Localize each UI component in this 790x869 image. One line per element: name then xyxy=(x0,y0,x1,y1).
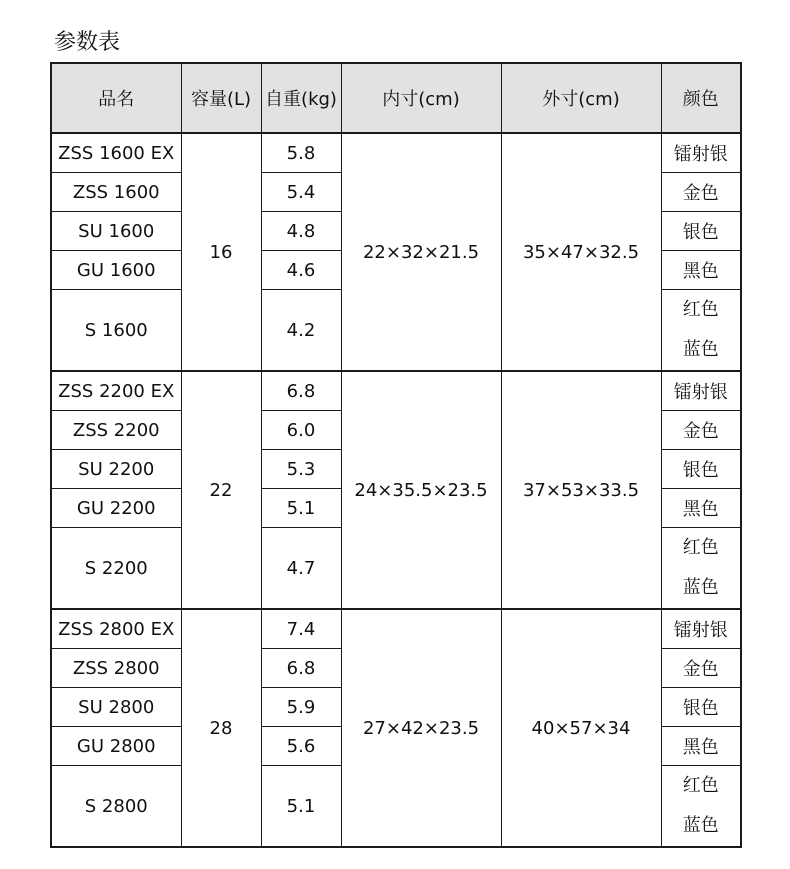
color-cell: 镭射银 xyxy=(661,371,741,411)
color-option: 红色 xyxy=(682,299,719,320)
weight-cell: 5.8 xyxy=(261,133,341,173)
header-model: 品名 xyxy=(51,63,181,133)
weight-cell: 5.6 xyxy=(261,727,341,766)
model-cell: ZSS 2800 EX xyxy=(51,609,181,649)
weight-cell: 6.0 xyxy=(261,411,341,450)
color-option: 蓝色 xyxy=(682,577,719,598)
weight-cell: 5.4 xyxy=(261,173,341,212)
model-cell: SU 1600 xyxy=(51,212,181,251)
color-cell xyxy=(661,528,741,610)
outer-size-cell: 35×47×32.5 xyxy=(501,133,661,371)
model-cell: ZSS 2800 xyxy=(51,649,181,688)
header-inner-size: 内寸(cm) xyxy=(341,63,501,133)
header-row xyxy=(51,63,741,133)
weight-cell: 6.8 xyxy=(261,649,341,688)
model-cell: ZSS 2200 EX xyxy=(51,371,181,411)
model-cell: GU 1600 xyxy=(51,251,181,290)
table-body xyxy=(51,133,741,847)
table-row xyxy=(51,133,741,173)
outer-size-cell: 37×53×33.5 xyxy=(501,371,661,609)
weight-cell: 6.8 xyxy=(261,371,341,411)
color-cell: 镭射银 xyxy=(661,609,741,649)
color-cell: 金色 xyxy=(661,411,741,450)
color-option: 红色 xyxy=(682,537,719,558)
model-cell: ZSS 1600 EX xyxy=(51,133,181,173)
page-title: 参数表 xyxy=(54,30,121,55)
header-capacity: 容量(L) xyxy=(181,63,261,133)
color-cell: 黑色 xyxy=(661,251,741,290)
spec-table xyxy=(50,62,742,848)
color-cell: 金色 xyxy=(661,173,741,212)
color-cell: 黑色 xyxy=(661,489,741,528)
color-option: 红色 xyxy=(682,775,719,796)
model-cell: GU 2200 xyxy=(51,489,181,528)
table-row xyxy=(51,371,741,411)
weight-cell: 5.1 xyxy=(261,489,341,528)
capacity-cell: 28 xyxy=(181,609,261,847)
color-cell xyxy=(661,290,741,372)
color-cell: 银色 xyxy=(661,450,741,489)
header-color: 颜色 xyxy=(661,63,741,133)
weight-cell: 4.7 xyxy=(261,528,341,610)
color-cell xyxy=(661,766,741,848)
color-cell: 银色 xyxy=(661,688,741,727)
model-cell: ZSS 1600 xyxy=(51,173,181,212)
color-option: 蓝色 xyxy=(682,339,719,360)
weight-cell: 4.6 xyxy=(261,251,341,290)
weight-cell: 7.4 xyxy=(261,609,341,649)
inner-size-cell: 24×35.5×23.5 xyxy=(341,371,501,609)
weight-cell: 5.1 xyxy=(261,766,341,848)
color-cell: 金色 xyxy=(661,649,741,688)
header-weight: 自重(kg) xyxy=(261,63,341,133)
color-cell: 黑色 xyxy=(661,727,741,766)
table-row xyxy=(51,609,741,649)
inner-size-cell: 22×32×21.5 xyxy=(341,133,501,371)
model-cell: ZSS 2200 xyxy=(51,411,181,450)
weight-cell: 4.2 xyxy=(261,290,341,372)
model-cell: SU 2800 xyxy=(51,688,181,727)
weight-cell: 5.3 xyxy=(261,450,341,489)
outer-size-cell: 40×57×34 xyxy=(501,609,661,847)
capacity-cell: 16 xyxy=(181,133,261,371)
model-cell: S 2200 xyxy=(51,528,181,610)
color-option: 蓝色 xyxy=(682,815,719,836)
model-cell: SU 2200 xyxy=(51,450,181,489)
header-outer-size: 外寸(cm) xyxy=(501,63,661,133)
capacity-cell: 22 xyxy=(181,371,261,609)
inner-size-cell: 27×42×23.5 xyxy=(341,609,501,847)
color-cell: 镭射银 xyxy=(661,133,741,173)
color-cell: 银色 xyxy=(661,212,741,251)
model-cell: GU 2800 xyxy=(51,727,181,766)
model-cell: S 1600 xyxy=(51,290,181,372)
model-cell: S 2800 xyxy=(51,766,181,848)
table-header xyxy=(51,63,741,133)
weight-cell: 5.9 xyxy=(261,688,341,727)
weight-cell: 4.8 xyxy=(261,212,341,251)
